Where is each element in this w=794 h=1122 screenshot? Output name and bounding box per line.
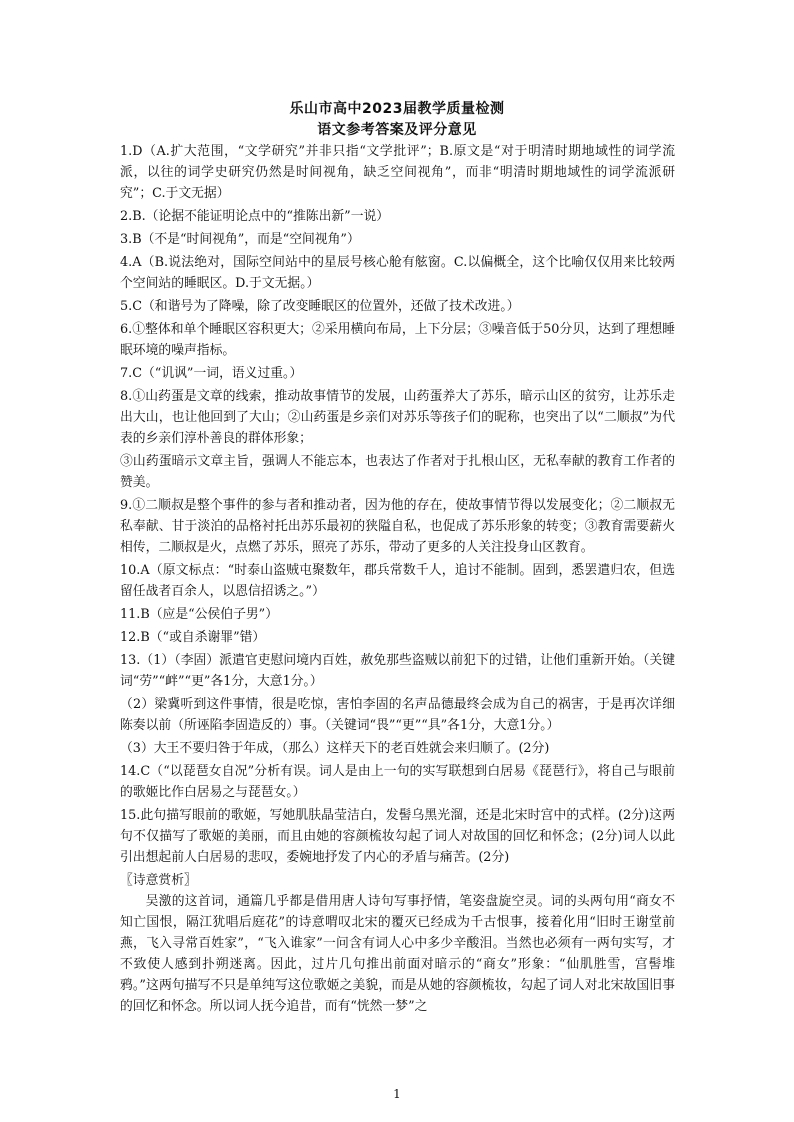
answer-item-3: 3.B（不是“时间视角”，而是“空间视角”） [120,232,360,247]
answer-item-10: 10.A（原文标点：“时泰山盗贼屯聚数年，郡兵常数千人，追讨不能制。固到，悉罢遣归农，但选留任战者百余人，以恩信招诱之。”） [120,563,675,599]
answer-item-1: 1.D（A.扩大范围，“文学研究”并非只指“文学批评”；B.原文是“对于明清时期地域性的词学流派，以往的词学史研究仍然是时间视角，缺乏空间视角”，而非“明清时期地域性的词学流派研究”；C.于文无据） [120,144,675,201]
answer-item-4: 4.A（B.说法绝对，国际空间站中的星辰号核心舱有舷窗。C.以偏概全，这个比喻仅仅用来比较两个空间站的睡眠区。D.于文无据。） [120,255,675,291]
answer-item-7: 7.C（“讥讽”一词，语义过重。） [120,366,303,381]
answer-item-9: 9.①二顺叔是整个事件的参与者和推动者，因为他的存在，使故事情节得以发展变化；②二顺叔无私奉献、甘于淡泊的品格衬托出苏乐最初的狭隘自私，也促成了苏乐形象的转变；③教育需要薪火相传，二顺叔是火，点燃了苏乐，照亮了苏乐，带动了更多的人关注投身山区教育。 [120,498,675,555]
answer-item-6: 6.①整体和单个睡眠区容积更大；②采用横向布局，上下分层；③噪音低于50分贝，达到了理想睡眠环境的噪声指标。 [120,322,675,358]
answer-item-13-3: （3）大王不要归咎于年成，（那么）这样天下的老百姓就会来归顺了。(2分) [120,741,550,756]
answer-item-11: 11.B（应是“公侯伯子男”） [120,607,279,622]
answer-item-15: 15.此句描写眼前的歌姬，写她肌肤晶莹洁白，发髻乌黑光溜，还是北宋时宫中的式样。(2分)这两句不仅描写了歌姬的美丽，而且由她的容颜梳妆勾起了词人对故国的回忆和怀念；(2分)词人以此引出想起前人白居易的悲叹，委婉地抒发了内心的矛盾与痛苦。(2分) [120,808,675,865]
document-title: 乐山市高中2023届教学质量检测 [289,101,505,117]
document-subtitle: 语文参考答案及评分意见 [317,122,477,138]
page-number: 1 [393,1087,401,1101]
answer-item-5: 5.C（和谐号为了降噪，除了改变睡眠区的位置外，还做了技术改进。） [120,299,520,314]
answer-content [120,139,675,1017]
answer-item-2: 2.B.（论据不能证明论点中的“推陈出新”一说） [120,209,390,224]
answer-item-14: 14.C（“以琵琶女自况”分析有误。词人是由上一句的实写联想到白居易《琵琶行》，将自己与眼前的歌姬比作白居易之与琵琶女。） [120,764,675,800]
appreciation-heading: 〖诗意赏析〗 [120,873,197,888]
appreciation-paragraph: 吴激的这首词，通篇几乎都是借用唐人诗句写事抒情，笔姿盘旋空灵。词的头两句用“商女不知亡国恨，隔江犹唱后庭花”的诗意喟叹北宋的覆灭已经成为千古恨事，接着化用“旧时王谢堂前燕，飞入寻常百姓家”，“飞入谁家”一问含有词人心中多少辛酸泪。当然也必须有一两句实写，才不致使人感到扑朔迷离。因此，过片几句推出前面对暗示的“商女”形象：“仙肌胜雪，宫髻堆鸦。”这两句描写不只是单纯写这位歌姬之美貌，而是从她的容颜梳妆，勾起了词人对北宋故国旧事的回忆和怀念。所以词人抚今追昔，而有“恍然一梦”之 [120,894,675,1014]
answer-item-13-2: （2）梁冀听到这件事情，很是吃惊，害怕李固的名声品德最终会成为自己的祸害，于是再次详细陈奏以前（所诬陷李固造反的）事。（关键词“畏”“更”“具”各1分，大意1分。） [120,697,675,733]
answer-item-12: 12.B（“或自杀谢罪”错） [120,630,266,645]
answer-item-8-continued: ③山药蛋暗示文章主旨，强调人不能忘本，也表达了作者对于扎根山区，无私奉献的教育工作者的赞美。 [120,454,675,490]
answer-item-13-1: 13.（1）（李固）派遣官吏慰问境内百姓，赦免那些盗贼以前犯下的过错，让他们重新开始。（关键词“劳”“衅”“更”各1分，大意1分。） [120,653,675,689]
answer-item-8: 8.①山药蛋是文章的线索，推动故事情节的发展，山药蛋养大了苏乐，暗示山区的贫穷，让苏乐走出大山，也让他回到了大山；②山药蛋是乡亲们对苏乐等孩子们的昵称，也突出了以“二顺叔”为代表的乡亲们淳朴善良的群体形象； [120,389,675,446]
